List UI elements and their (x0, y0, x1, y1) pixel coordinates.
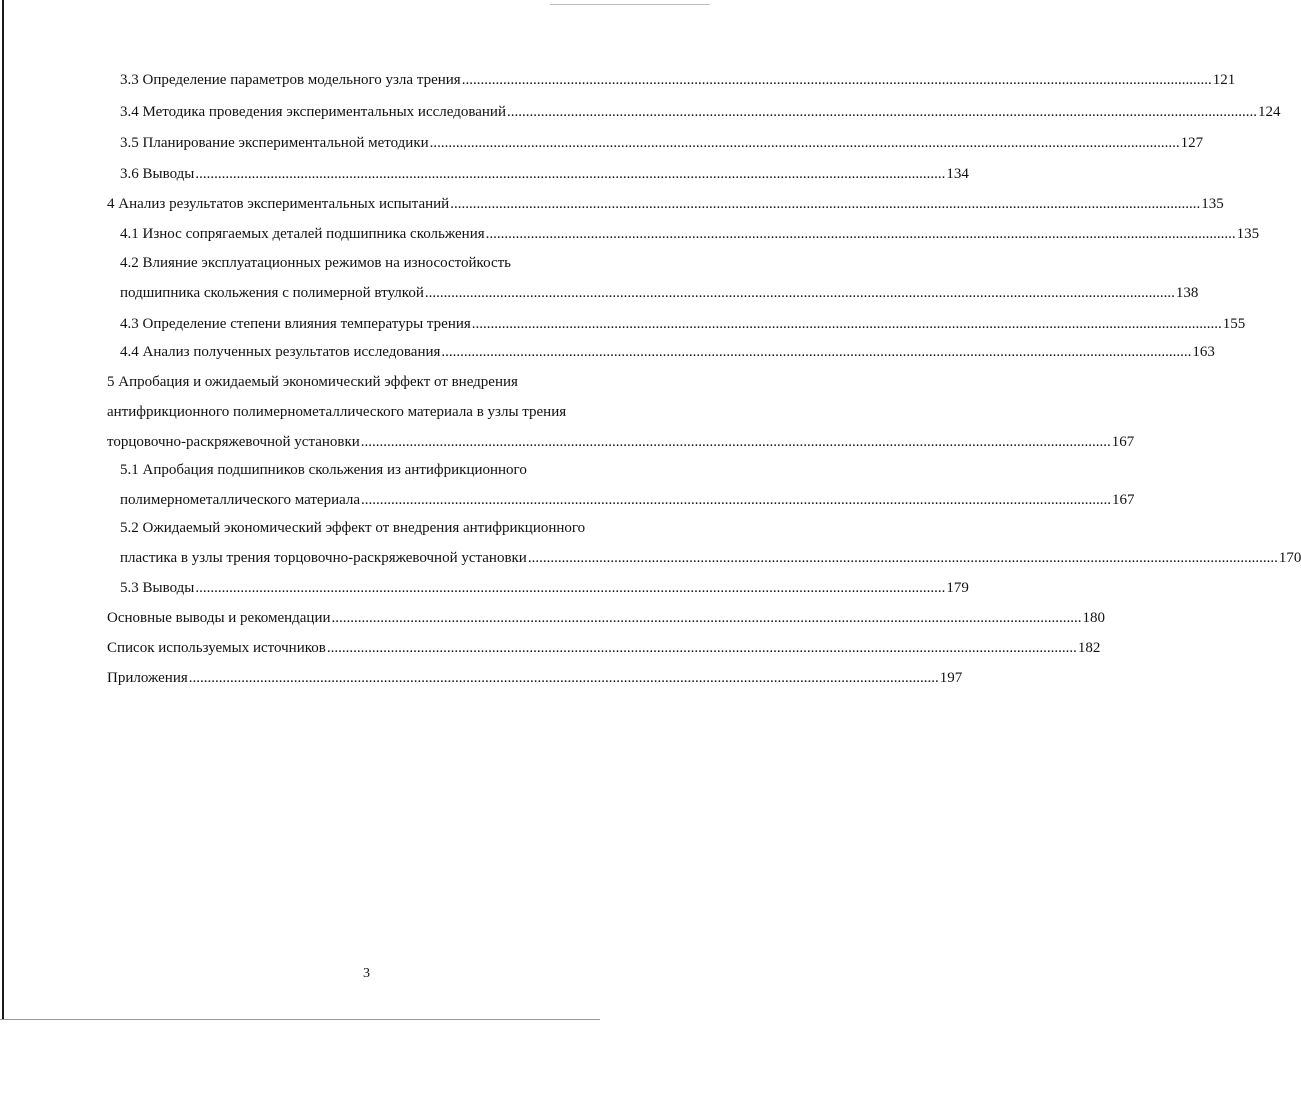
toc-entry-page: 170 (1278, 550, 1301, 566)
toc-entry-5 (107, 432, 1135, 452)
toc-leader-dots: ........................................................................................................................................................................................................ (331, 610, 1082, 626)
toc-entry-page: 197 (939, 670, 963, 686)
toc-entry-5-1 (120, 490, 1135, 510)
toc-entry-page: 167 (1112, 492, 1135, 508)
toc-entry-4 (107, 194, 1224, 214)
toc-entry-title: Приложения (107, 670, 188, 686)
toc-leader-dots: ........................................................................................................................................................................................................ (485, 226, 1236, 242)
toc-leader-dots: ........................................................................................................................................................................................................ (471, 316, 1222, 332)
toc-entry-title: 3.5 Планирование экспериментальной методики (120, 135, 429, 151)
toc-entry-title: 4.3 Определение степени влияния температуры трения (120, 316, 471, 332)
toc-entry-title: 3.3 Определение параметров модельного узла трения (120, 72, 461, 88)
toc-entry-page: 180 (1082, 610, 1106, 626)
toc-entry-title: 3.6 Выводы (120, 166, 195, 182)
toc-entry-title: подшипника скольжения с полимерной втулкой (120, 285, 424, 301)
scan-left-edge (2, 0, 4, 1020)
toc-entry-3-3 (120, 70, 1236, 90)
toc-entry-page: 134 (946, 166, 969, 182)
toc-entry-page: 135 (1236, 226, 1260, 242)
toc-leader-dots: ........................................................................................................................................................................................................ (461, 72, 1212, 88)
toc-entry-page: 182 (1077, 640, 1101, 656)
toc-entry-conclusions (107, 608, 1106, 628)
toc-leader-dots: ........................................................................................................................................................................................................ (195, 166, 946, 182)
toc-entry-title: Список используемых источников (107, 640, 326, 656)
toc-entry-4-4 (120, 342, 1215, 362)
toc-entry-3-5 (120, 133, 1204, 153)
toc-entry-title: 3.4 Методика проведения экспериментальных исследований (120, 104, 506, 120)
toc-entry-title: 4.1 Износ сопрягаемых деталей подшипника скольжения (120, 226, 485, 242)
toc-entry-page: 155 (1222, 316, 1246, 332)
toc-entry-5-2 (120, 548, 1301, 568)
toc-leader-dots: ........................................................................................................................................................................................................ (360, 434, 1111, 450)
toc-leader-dots: ........................................................................................................................................................................................................ (326, 640, 1077, 656)
toc-leader-dots: ........................................................................................................................................................................................................ (506, 104, 1257, 120)
toc-entry-4-2-line1: 4.2 Влияние эксплуатационных режимов на износостойкость (120, 255, 511, 271)
toc-entry-4-1 (120, 224, 1260, 244)
toc-leader-dots: ........................................................................................................................................................................................................ (450, 196, 1201, 212)
toc-entry-page: 179 (946, 580, 969, 596)
toc-entry-page: 167 (1111, 434, 1135, 450)
toc-leader-dots: ........................................................................................................................................................................................................ (195, 580, 946, 596)
toc-entry-5-line1: 5 Апробация и ожидаемый экономический эффект от внедрения (107, 374, 518, 390)
toc-entry-references (107, 638, 1101, 658)
toc-entry-title: Основные выводы и рекомендации (107, 610, 331, 626)
toc-entry-title: 4.4 Анализ полученных результатов исследования (120, 344, 441, 360)
toc-entry-3-4 (120, 102, 1281, 122)
toc-leader-dots: ........................................................................................................................................................................................................ (361, 492, 1112, 508)
toc-leader-dots: ........................................................................................................................................................................................................ (527, 550, 1278, 566)
toc-leader-dots: ........................................................................................................................................................................................................ (429, 135, 1180, 151)
toc-entry-5-1-line1: 5.1 Апробация подшипников скольжения из антифрикционного (120, 462, 527, 478)
toc-entry-5-3 (120, 578, 969, 598)
toc-entry-5-line2: антифрикционного полимернометаллического материала в узлы трения (107, 404, 567, 420)
toc-entry-page: 127 (1180, 135, 1204, 151)
toc-entry-page: 138 (1175, 285, 1199, 301)
page-number: 3 (363, 966, 370, 981)
toc-entry-page: 163 (1192, 344, 1215, 360)
toc-entry-5-2-line1: 5.2 Ожидаемый экономический эффект от внедрения антифрикционного (120, 520, 586, 536)
toc-entry-title: пластика в узлы трения торцовочно-раскряжевочной установки (120, 550, 527, 566)
scan-top-edge (550, 4, 710, 5)
toc-entry-title: 5.3 Выводы (120, 580, 195, 596)
toc-entry-title: полимернометаллического материала (120, 492, 361, 508)
toc-entry-title: торцовочно-раскряжевочной установки (107, 434, 360, 450)
toc-entry-page: 135 (1201, 196, 1224, 212)
toc-leader-dots: ........................................................................................................................................................................................................ (424, 285, 1175, 301)
toc-entry-page: 121 (1212, 72, 1236, 88)
toc-entry-title: 4 Анализ результатов экспериментальных испытаний (107, 196, 450, 212)
toc-leader-dots: ........................................................................................................................................................................................................ (441, 344, 1192, 360)
toc-entry-4-2 (120, 283, 1199, 303)
toc-entry-3-6 (120, 164, 969, 184)
toc-entry-4-3 (120, 314, 1246, 334)
toc-entry-appendices (107, 668, 963, 688)
toc-leader-dots: ........................................................................................................................................................................................................ (188, 670, 939, 686)
scan-bottom-edge (0, 1019, 600, 1020)
toc-entry-page: 124 (1257, 104, 1281, 120)
